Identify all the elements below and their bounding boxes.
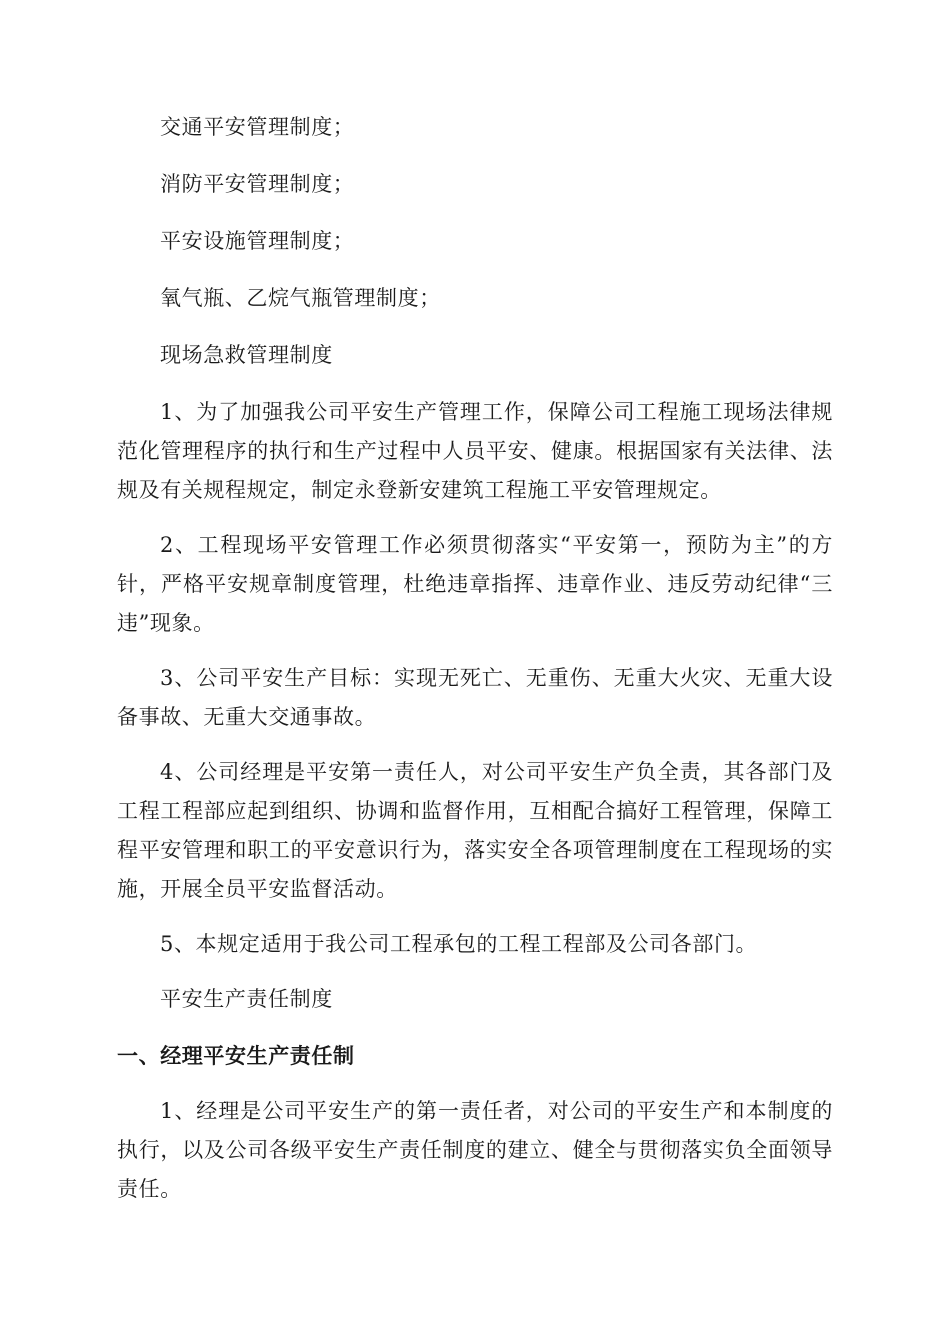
paragraph-5: 5、本规定适用于我公司工程承包的工程工程部及公司各部门。 [160,932,758,956]
list-item-gas-cylinders: 氧气瓶、乙烷气瓶管理制度； [160,286,441,310]
section-heading: 一、经理平安生产责任制 [117,1044,355,1068]
list-item-safety-facilities: 平安设施管理制度； [160,229,355,253]
list-item-fire-safety: 消防平安管理制度； [160,172,355,196]
paragraph-3: 3、公司平安生产目标：实现无死亡、无重伤、无重大火灾、无重大设备事故、无重大交通事故。 [117,666,833,729]
section-paragraph-1: 1、经理是公司平安生产的第一责任者，对公司的平安生产和本制度的执行，以及公司各级平安生产责任制度的建立、健全与贯彻落实负全面领导责任。 [117,1099,833,1201]
paragraph-4: 4、公司经理是平安第一责任人，对公司平安生产负全责，其各部门及工程工程部应起到组织、协调和监督作用，互相配合搞好工程管理，保障工程平安管理和职工的平安意识行为，落实安全各项管理制度在工程现场的实施，开展全员平安监督活动。 [117,760,833,901]
list-item-traffic-safety: 交通平安管理制度； [160,115,355,139]
document-body [117,108,833,1225]
list-item-first-aid: 现场急救管理制度 [160,343,333,367]
paragraph-2: 2、工程现场平安管理工作必须贯彻落实“平安第一，预防为主”的方针，严格平安规章制度管理，杜绝违章指挥、违章作业、违反劳动纪律“三违”现象。 [117,533,833,635]
paragraph-1: 1、为了加强我公司平安生产管理工作，保障公司工程施工现场法律规范化管理程序的执行和生产过程中人员平安、健康。根据国家有关法律、法规及有关规程规定，制定永登新安建筑工程施工平安管理规定。 [117,400,833,502]
subtitle: 平安生产责任制度 [160,987,333,1011]
